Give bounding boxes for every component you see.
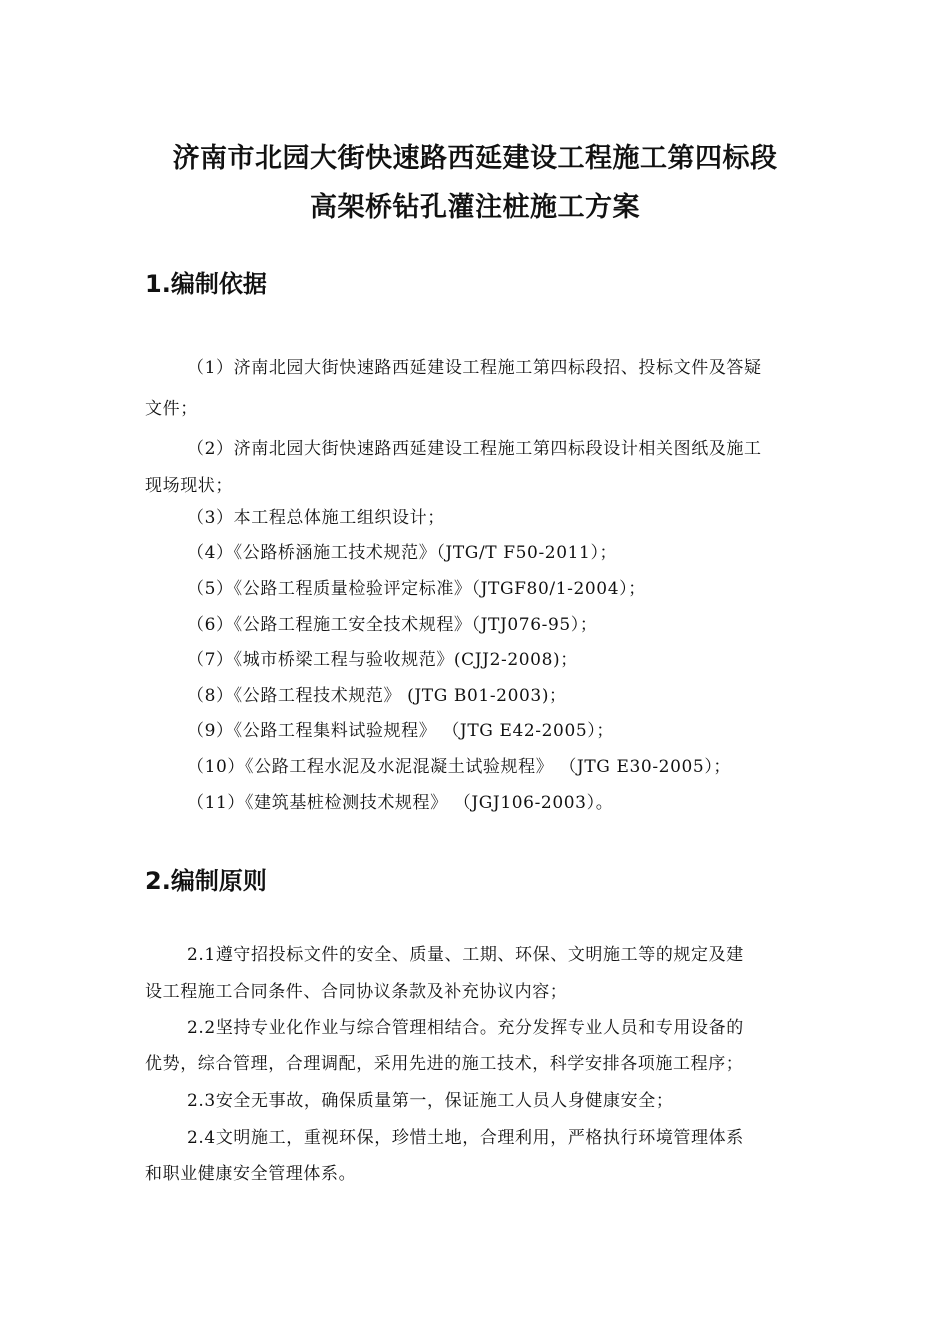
principle-2-1-continued: 设工程施工合同条件、合同协议条款及补充协议内容；: [145, 982, 568, 1002]
principle-2-4: 2.4文明施工，重视环保，珍惜土地，合理利用，严格执行环境管理体系: [187, 1128, 744, 1148]
basis-item-4: （4）《公路桥涵施工技术规范》（JTG/T F50-2011）；: [187, 543, 618, 563]
basis-item-2: （2）济南北园大街快速路西延建设工程施工第四标段设计相关图纸及施工: [187, 439, 762, 459]
basis-item-11: （11）《建筑基桩检测技术规程》 （JGJ106-2003）。: [187, 793, 614, 813]
basis-item-2-continued: 现场现状；: [145, 476, 233, 496]
basis-item-7: （7）《城市桥梁工程与验收规范》(CJJ2-2008)；: [187, 650, 578, 670]
principle-2-1: 2.1遵守招投标文件的安全、质量、工期、环保、文明施工等的规定及建: [187, 945, 744, 965]
basis-item-9: （9）《公路工程集料试验规程》 （JTG E42-2005）；: [187, 721, 615, 741]
section-heading-basis: 1.编制依据: [145, 270, 267, 298]
basis-item-3: （3）本工程总体施工组织设计；: [187, 508, 445, 528]
basis-item-8: （8）《公路工程技术规范》 (JTG B01-2003)；: [187, 686, 567, 706]
section-heading-principles: 2.编制原则: [145, 867, 267, 895]
principle-2-2: 2.2坚持专业化作业与综合管理相结合。充分发挥专业人员和专用设备的: [187, 1018, 744, 1038]
basis-item-1-continued: 文件；: [145, 399, 198, 419]
basis-item-1: （1）济南北园大街快速路西延建设工程施工第四标段招、投标文件及答疑: [187, 358, 762, 378]
basis-item-6: （6）《公路工程施工安全技术规程》（JTJ076-95）；: [187, 615, 598, 635]
document-title-line-2: 高架桥钻孔灌注桩施工方案: [310, 192, 640, 223]
principle-2-4-continued: 和职业健康安全管理体系。: [145, 1164, 357, 1184]
basis-item-5: （5）《公路工程质量检验评定标准》（JTGF80/1-2004）；: [187, 579, 646, 599]
basis-item-10: （10）《公路工程水泥及水泥混凝土试验规程》 （JTG E30-2005）；: [187, 757, 732, 777]
principle-2-2-continued: 优势，综合管理，合理调配，采用先进的施工技术，科学安排各项施工程序；: [145, 1054, 744, 1074]
document-title-line-1: 济南市北园大街快速路西延建设工程施工第四标段: [172, 143, 778, 174]
principle-2-3: 2.3安全无事故，确保质量第一，保证施工人员人身健康安全；: [187, 1091, 674, 1111]
